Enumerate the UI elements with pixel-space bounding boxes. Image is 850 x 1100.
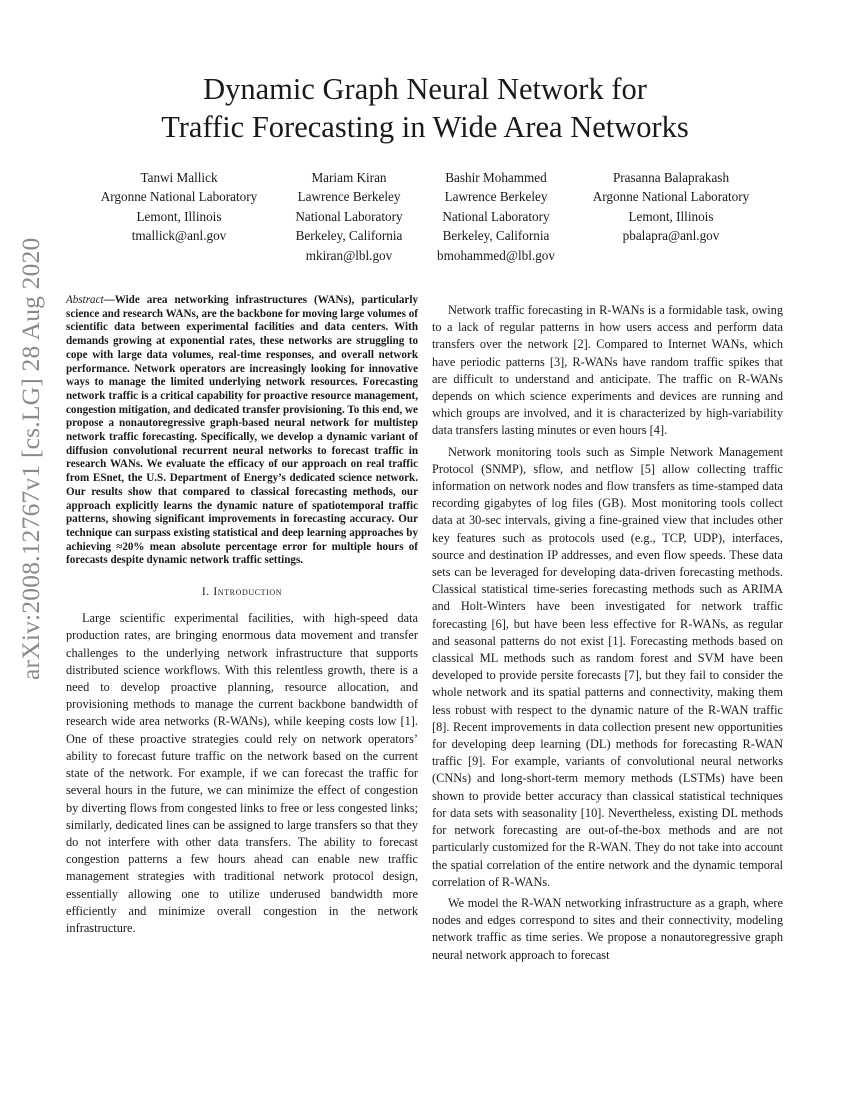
author-email: mkiran@lbl.gov	[305, 247, 393, 263]
arxiv-stamp: arXiv:2008.12767v1 [cs.LG] 28 Aug 2020	[16, 237, 45, 680]
author-email: pbalapra@anl.gov	[622, 228, 720, 244]
author-location: Berkeley, California	[442, 228, 550, 244]
author-name: Mariam Kiran	[311, 170, 387, 185]
title-line-2: Traffic Forecasting in Wide Area Networks	[161, 110, 689, 144]
section-heading	[66, 583, 418, 600]
paper-title	[0, 70, 850, 146]
author-block-2	[280, 168, 418, 265]
author-affiliation-2: National Laboratory	[295, 208, 403, 224]
author-email: bmohammed@lbl.gov	[437, 247, 555, 263]
author-affiliation-2: National Laboratory	[442, 208, 550, 224]
title-line-1: Dynamic Graph Neural Network for	[203, 72, 647, 106]
author-block-4	[578, 168, 764, 246]
abstract-body: —Wide area networking infrastructures (WANs), particularly science and research WANs, are the backbone for moving large volumes of scientific data between experimental facilities and data centers. With demands growing at exponential rates, these networks are struggling to cope with large data volumes, real-time responses, and overall network performance. Network operators are increasingly looking for innovative ways to manage the limited underlying network resources. Forecasting network traffic is a critical capability for proactive resource management, congestion mitigation, and dedicated transfer provisioning. To this end, we propose a nonautoregressive graph-based neural network for multistep network traffic forecasting. Specifically, we develop a dynamic variant of diffusion convolutional recurrent neural networks to forecast traffic in research WANs. We evaluate the efficacy of our approach on real traffic from ESnet, the U.S. Department of Energy’s dedicated science network. Our results show that compared to classical forecasting methods, our approach explicitly learns the dynamic nature of spatiotemporal traffic patterns, showing significant improvements in forecasting accuracy. Our technique can surpass existing statistical and deep learning approaches by achieving ≈20% mean absolute percentage error for multiple hours of forecasts despite dynamic network traffic settings.	[66, 294, 418, 567]
body-paragraph-2: Network monitoring tools such as Simple Network Management Protocol (SNMP), sflow, and netflow [5] allow collecting traffic information on network nodes and flow transfers as time-stamped data recording gigabytes of log files (GB). Most monitoring tools collect data at 30-sec intervals, giving a fine-grained view that includes other key features such as protocols used (e.g., TCP, UDP), interfaces, source and destination IP addresses, and even flow speeds. These data sets can be leveraged for developing data-driven forecasting methods. Classical statistical time-series forecasting methods such as ARIMA and Holt-Winters have been investigated for network traffic forecasting [6], but have been less effective for R-WANs, as regular and seasonal patterns do not exist [1]. Forecasting methods based on classical ML methods such as random forest and SVM have been developed to provide persite forecasts [7], but they fail to consider the whole network and its spatial patterns and connectivity, making them less robust with respect to the dynamic nature of the R-WAN traffic [8]. Recent improvements in data collection present new opportunities for developing deep learning (DL) methods for forecasting R-WAN traffic [9]. For example, variants of convolutional neural networks (CNNs) and long-short-term memory methods (LSTMs) have been shown to provide better accuracy than classical statistical techniques for data sets with seasonality [10]. Nevertheless, existing DL methods for network forecasting are out-of-the-box methods and are not particularly customized for the R-WAN. They do not take into account the spatial correlation of the entire network and the dynamic temporal correlation of R-WANs.	[432, 444, 783, 889]
intro-paragraph-1: Large scientific experimental facilities, with high-speed data production rates, are bringing enormous data movement and transfer challenges to the underlying network infrastructure that supports distributed science workflows. With this relentless growth, there is a need to develop proactive planning, resource allocation, and provisioning methods to manage the current backbone bandwidth of research wide area networks (R-WANs), while keeping costs low [1]. One of these proactive strategies could rely on network operators’ ability to forecast future traffic on the network based on the current state of the network. For example, if we can forecast the traffic for several hours in the future, we can minimize the effect of congestion by diverting flows from congested links to free or less congested links; similarly, dedicated lines can be assigned to large transfers so that they do not interfere with other data transfers. The ability to forecast congestion patterns a few hours ahead can enable new traffic management strategies with traditional network protocol design, essentially allowing one to utilize underused bandwidth more efficiently and minimize overall congestion in the network infrastructure.	[66, 611, 418, 935]
author-affiliation: Argonne National Laboratory	[100, 189, 258, 205]
introduction	[66, 610, 418, 937]
abstract-lead: Abstract	[66, 294, 104, 306]
section-title: Introduction	[213, 585, 283, 599]
section-number: I.	[201, 585, 210, 599]
author-email: tmallick@anl.gov	[131, 228, 227, 244]
author-block-1	[86, 168, 272, 246]
author-name: Bashir Mohammed	[445, 170, 547, 185]
author-affiliation: Lawrence Berkeley	[297, 189, 401, 205]
right-column	[432, 302, 783, 968]
author-location: Lemont, Illinois	[136, 208, 222, 224]
abstract	[66, 294, 418, 568]
author-block-3	[426, 168, 566, 265]
author-affiliation: Argonne National Laboratory	[592, 189, 750, 205]
body-paragraph-3: We model the R-WAN networking infrastructure as a graph, where nodes and edges correspond to sites and their connectivity, modeling network traffic as time series. We propose a nonautoregressive graph neural network approach to forecast	[432, 895, 783, 962]
body-paragraph-1: Network traffic forecasting in R-WANs is a formidable task, owing to a lack of regular patterns in how users access and perform data transfers over the network [2]. Compared to Internet WANs, which have periodic patterns [3], R-WANs have random traffic spikes that are difficult to understand and anticipate. The traffic on R-WANs depends on which science experiments and devices are running and which groups are involved, and it is characterized by high-variability data transfers lasting minutes or even hours [4].	[432, 303, 783, 438]
author-location: Lemont, Illinois	[628, 208, 714, 224]
author-name: Tanwi Mallick	[140, 170, 218, 185]
author-affiliation: Lawrence Berkeley	[444, 189, 548, 205]
left-column	[66, 294, 418, 937]
author-location: Berkeley, California	[295, 228, 403, 244]
author-name: Prasanna Balaprakash	[612, 170, 730, 185]
